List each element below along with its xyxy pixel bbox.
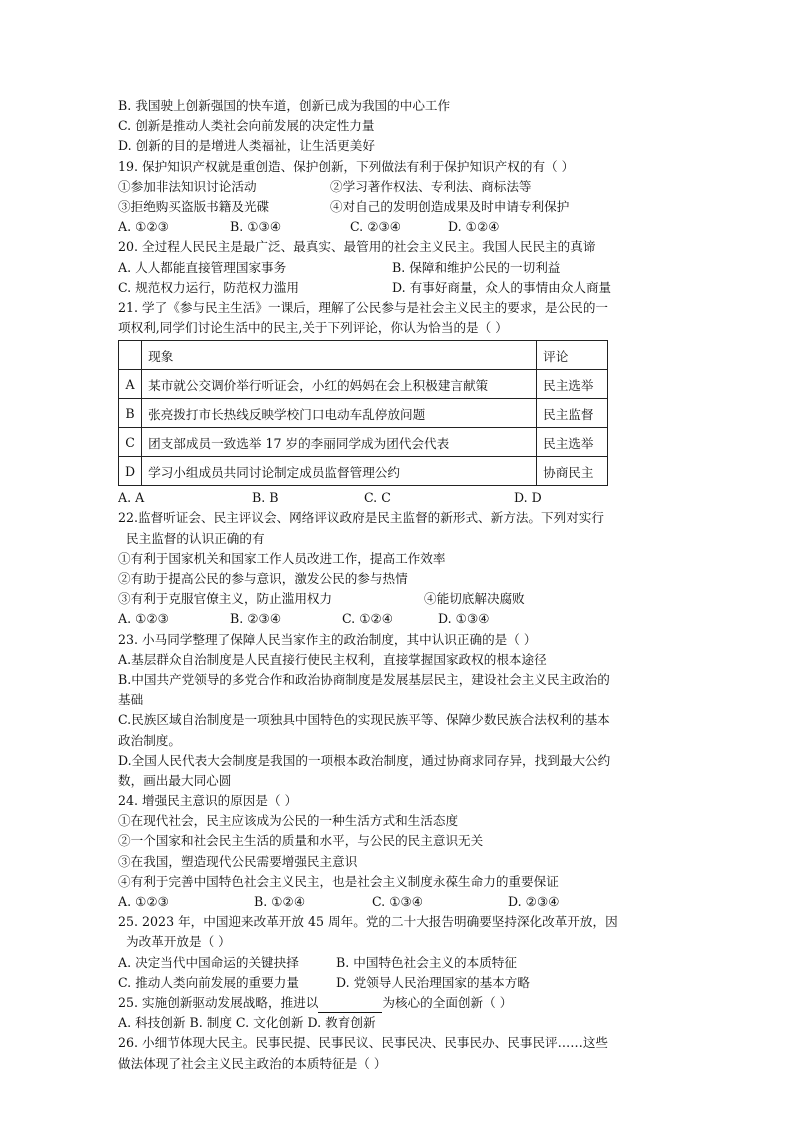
table-header-comment: 评论 xyxy=(537,341,608,370)
question-21-stem: 21. 学了《参与民主生活》一课后，理解了公民参与是社会主义民主的要求，是公民的一 xyxy=(118,299,609,315)
fill-blank xyxy=(318,1000,382,1013)
q24-options xyxy=(118,892,678,912)
question-26-stem-cont: 做法体现了社会主义民主政治的本质特征是（ ） xyxy=(118,1055,387,1071)
q24-option-b: B. ①②④ xyxy=(254,894,306,909)
option-line: C. 创新是推动人类社会向前发展的决定性力量 xyxy=(118,118,375,134)
q20-option-a: A. 人人都能直接管理国家事务 xyxy=(118,259,287,275)
row-phenomenon: 学习小组成员共同讨论制定成员监督管理公约 xyxy=(142,457,537,486)
q19-option-c: C. ②③④ xyxy=(350,219,402,235)
option-line: D. 创新的目的是增进人类福祉，让生活更美好 xyxy=(118,138,375,154)
q23-option: B.中国共产党领导的多党合作和政治协商制度是发展基层民主，建设社会主义民主政治的 xyxy=(118,671,610,687)
table-header-row xyxy=(119,341,608,370)
q19-items-row2 xyxy=(118,197,678,217)
q23-option: C.民族区域自治制度是一项独具中国特色的实现民族平等、保障少数民族合法权利的基本 xyxy=(118,712,610,728)
q24-option-a: A. ①②③ xyxy=(118,894,169,909)
q19-options xyxy=(118,217,678,237)
q22-options xyxy=(118,609,678,629)
row-comment: 民主监督 xyxy=(537,399,608,428)
row-key: D xyxy=(119,457,142,486)
row-phenomenon: 团支部成员一致选举 17 岁的李丽同学成为团代会代表 xyxy=(142,428,537,457)
q19-option-d: D. ①②④ xyxy=(448,219,500,235)
table-row xyxy=(119,370,608,399)
q21-option-a: A. A xyxy=(118,490,145,506)
question-24-stem: 24. 增强民主意识的原因是（ ） xyxy=(118,793,298,809)
q24-item: ①在现代社会，民主应该成为公民的一种生活方式和生活态度 xyxy=(118,813,459,829)
q23-option: D.全国人民代表大会制度是我国的一项根本政治制度，通过协商求同存异，找到最大公约 xyxy=(118,752,611,768)
q20-options-row1 xyxy=(118,258,678,278)
q25b-options: A. 科技创新 B. 制度 C. 文化创新 D. 教育创新 xyxy=(118,1015,376,1031)
q25-option-b: B. 中国特色社会主义的本质特征 xyxy=(336,954,517,970)
q22-item: ③有利于克服官僚主义，防止滥用权力 xyxy=(118,591,333,607)
question-21-stem-cont: 项权利,同学们讨论生活中的民主,关于下列评论，你认为恰当的是（ ） xyxy=(118,320,508,336)
row-key: C xyxy=(119,428,142,457)
q21-option-d: D. D xyxy=(514,490,542,506)
q19-item: ①参加非法知识讨论活动 xyxy=(118,178,257,194)
q23-option-cont: 政治制度。 xyxy=(118,732,181,748)
q21-option-b: B. B xyxy=(252,490,279,506)
row-comment: 民主选举 xyxy=(537,370,608,399)
q22-option-c: C. ①②④ xyxy=(342,611,394,627)
row-phenomenon: 张亮拨打市长热线反映学校门口电动车乱停放问题 xyxy=(142,399,537,428)
q22-item: ④能切底解决腐败 xyxy=(424,591,525,607)
q25-options-row1 xyxy=(118,953,678,973)
q24-item: ③在我国，塑造现代公民需要增强民主意识 xyxy=(118,853,358,869)
q22-option-b: B. ②③④ xyxy=(230,611,282,627)
row-key: A xyxy=(119,370,142,399)
q20-option-d: D. 有事好商量，众人的事情由众人商量 xyxy=(392,279,612,295)
q25b-stem-end: 为核心的全面创新（ ） xyxy=(382,994,513,1010)
table-row xyxy=(119,399,608,428)
q23-option-cont: 数，画出最大同心圆 xyxy=(118,772,232,788)
q24-item: ②一个国家和社会民主生活的质量和水平，与公民的民主意识无关 xyxy=(118,833,484,849)
q23-option: A.基层群众自治制度是人民直接行使民主权利，直接掌握国家政权的根本途径 xyxy=(118,651,547,667)
question-22-stem-cont: 民主监督的认识正确的有 xyxy=(126,530,265,546)
q24-option-d: D. ②③④ xyxy=(508,894,560,909)
table-row xyxy=(119,428,608,457)
option-line: B. 我国驶上创新强国的快车道，创新已成为我国的中心工作 xyxy=(118,98,451,113)
q22-option-a: A. ①②③ xyxy=(118,611,169,627)
q22-option-d: D. ①③④ xyxy=(438,611,490,627)
question-19-stem: 19. 保护知识产权就是重创造、保护创新，下列做法有利于保护知识产权的有（ ） xyxy=(118,158,575,174)
q20-options-row2 xyxy=(118,278,678,298)
question-25b-stem xyxy=(118,993,678,1013)
q20-option-b: B. 保障和维护公民的一切利益 xyxy=(392,259,561,275)
question-25-stem-cont: 为改革开放是（ ） xyxy=(126,934,231,950)
table-header-phenomenon: 现象 xyxy=(142,341,537,370)
question-22-stem: 22.监督听证会、民主评议会、网络评议政府是民主监督的新形式、新方法。下列对实行 xyxy=(118,510,604,526)
exam-page xyxy=(118,96,678,1074)
question-25-stem: 25. 2023 年，中国迎来改革开放 45 周年。党的二十大报告明确要坚持深化改革开放，因 xyxy=(118,914,618,930)
row-key: B xyxy=(119,399,142,428)
question-23-stem: 23. 小马同学整理了保障人民当家作主的政治制度，其中认识正确的是（ ） xyxy=(118,631,537,647)
q21-table xyxy=(118,340,608,486)
q25b-stem-start: 25. 实施创新驱动发展战略，推进以 xyxy=(118,994,319,1010)
row-comment: 民主选举 xyxy=(537,428,608,457)
q25-option-d: D. 党领导人民治理国家的基本方略 xyxy=(336,974,530,990)
table-row xyxy=(119,457,608,486)
q19-item: ④对自己的发明创造成果及时申请专利保护 xyxy=(330,198,570,214)
q20-option-c: C. 规范权力运行，防范权力滥用 xyxy=(118,279,299,295)
q19-item: ②学习著作权法、专利法、商标法等 xyxy=(330,178,532,194)
q19-option-a: A. ①②③ xyxy=(118,219,169,235)
q24-option-c: C. ①③④ xyxy=(372,894,424,909)
row-comment: 协商民主 xyxy=(537,457,608,486)
question-26-stem: 26. 小细节体现大民主。民事民提、民事民议、民事民决、民事民办、民事民评……这些 xyxy=(118,1035,609,1051)
q22-item: ②有助于提高公民的参与意识，激发公民的参与热情 xyxy=(118,571,408,586)
question-20-stem: 20. 全过程人民民主是最广泛、最真实、最管用的社会主义民主。我国人民民主的真谛 xyxy=(118,239,596,255)
q19-option-b: B. ①③④ xyxy=(230,219,282,235)
table-cell xyxy=(119,341,142,370)
row-phenomenon: 某市就公交调价举行听证会，小红的妈妈在会上积极建言献策 xyxy=(142,370,537,399)
q21-option-c: C. C xyxy=(364,490,391,506)
q22-items-row3 xyxy=(118,589,678,609)
q19-items-row1 xyxy=(118,177,678,197)
q25-option-a: A. 决定当代中国命运的关键抉择 xyxy=(118,954,299,970)
q22-item: ①有利于国家机关和国家工作人员改进工作，提高工作效率 xyxy=(118,550,446,566)
q24-item: ④有利于完善中国特色社会主义民主，也是社会主义制度永葆生命力的重要保证 xyxy=(118,873,559,889)
q23-option-cont: 基础 xyxy=(118,692,144,708)
q25-option-c: C. 推动人类向前发展的重要力量 xyxy=(118,974,299,990)
q19-item: ③拒绝购买盗版书籍及光碟 xyxy=(118,198,270,214)
q21-options xyxy=(118,488,678,508)
q25-options-row2 xyxy=(118,973,678,993)
